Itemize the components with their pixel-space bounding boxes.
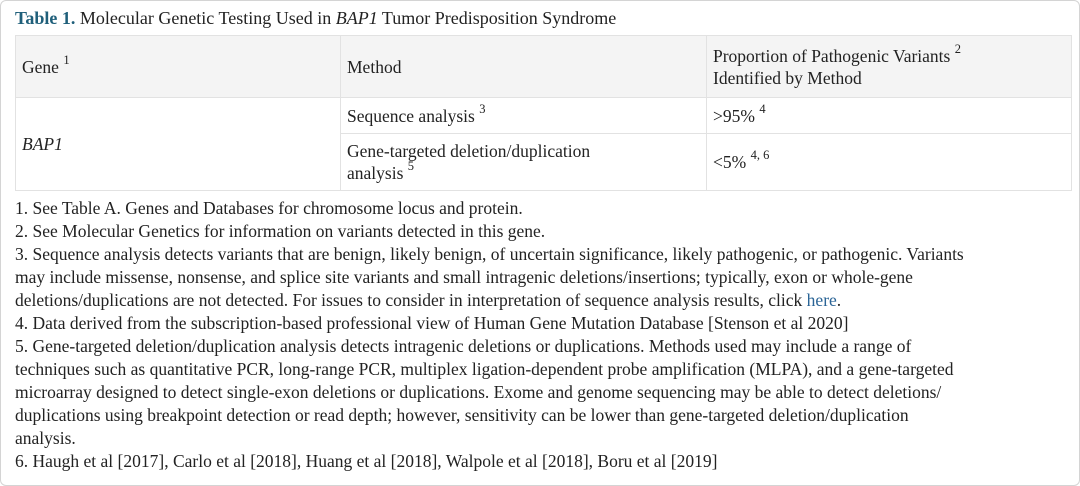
gene-name: BAP1 xyxy=(22,134,63,154)
method-footnote-ref[interactable]: 5 xyxy=(407,159,415,174)
footnote-5-line5: analysis. xyxy=(15,428,76,448)
footnote-5-line1: 5. Gene-targeted deletion/duplication analysis detects intragenic deletions or duplications. Methods used may include a range of xyxy=(15,336,912,356)
proportion-value: >95% xyxy=(713,105,755,126)
table-footnotes xyxy=(15,197,1073,473)
header-gene xyxy=(16,36,341,98)
method-deletion-duplication-line1: Gene-targeted deletion/duplication xyxy=(347,141,591,161)
header-proportion-line2: Identified by Method xyxy=(713,67,862,88)
header-proportion-footnote-ref[interactable]: 2 xyxy=(954,41,961,56)
genetic-testing-table xyxy=(15,35,1072,191)
header-proportion-line1: Proportion of Pathogenic Variants xyxy=(713,45,951,66)
method-footnote-ref[interactable]: 3 xyxy=(479,101,486,116)
caption-text-pre: Molecular Genetic Testing Used in xyxy=(79,8,332,28)
method-deletion-duplication-line2: analysis xyxy=(347,163,404,183)
method-sequence-analysis: Sequence analysis xyxy=(347,105,475,126)
footnote-3-line3: deletions/duplications are not detected. For issues to consider in interpretation of sequence analysis results, click xyxy=(15,290,803,310)
caption-gene: BAP1 xyxy=(335,8,378,28)
proportion-footnote-ref[interactable]: 4, 6 xyxy=(750,148,770,163)
header-method xyxy=(341,36,707,98)
caption-label: Table 1. xyxy=(15,8,76,28)
footnote-5-line4: duplications using breakpoint detection or read depth; however, sensitivity can be lower than gene-targeted deletion/duplication xyxy=(15,405,909,425)
footnote-3-line2: may include missense, nonsense, and splice site variants and small intragenic deletions/insertions; typically, exon or whole-gene xyxy=(15,267,913,287)
header-gene-footnote-ref[interactable]: 1 xyxy=(63,52,70,67)
table-row xyxy=(16,98,1072,134)
footnote-3 xyxy=(15,243,1073,312)
method-cell xyxy=(341,98,707,134)
footnote-3-end: . xyxy=(836,290,842,310)
footnote-5 xyxy=(15,335,1073,450)
method-cell xyxy=(341,134,707,191)
table-caption xyxy=(15,7,616,29)
header-proportion xyxy=(707,36,1072,98)
header-method-label: Method xyxy=(347,56,402,77)
gene-cell xyxy=(16,98,341,191)
proportion-footnote-ref[interactable]: 4 xyxy=(759,101,766,116)
footnote-6: 6. Haugh et al [2017], Carlo et al [2018], Huang et al [2018], Walpole et al [2018], Boru et al [2019] xyxy=(15,451,718,471)
footnote-2: 2. See Molecular Genetics for information on variants detected in this gene. xyxy=(15,221,546,241)
proportion-cell xyxy=(707,98,1072,134)
footnote-5-line2: techniques such as quantitative PCR, long-range PCR, multiplex ligation-dependent probe amplification (MLPA), and a gene-targeted xyxy=(15,359,954,379)
caption-text-post: Tumor Predisposition Syndrome xyxy=(381,8,617,28)
footnote-3-line1: 3. Sequence analysis detects variants that are benign, likely benign, of uncertain significance, likely pathogenic, or pathogenic. Variants xyxy=(15,244,964,264)
footnote-4: 4. Data derived from the subscription-based professional view of Human Gene Mutation Database [Stenson et al 2020] xyxy=(15,313,849,333)
proportion-value: <5% xyxy=(713,152,747,172)
footnote-1: 1. See Table A. Genes and Databases for chromosome locus and protein. xyxy=(15,198,523,218)
here-link[interactable]: here xyxy=(806,290,837,310)
table-header-row xyxy=(16,36,1072,98)
header-gene-label: Gene xyxy=(22,56,59,77)
footnote-5-line3: microarray designed to detect single-exon deletions or duplications. Exome and genome sequencing may be able to detect deletions/ xyxy=(15,382,942,402)
proportion-cell xyxy=(707,134,1072,191)
